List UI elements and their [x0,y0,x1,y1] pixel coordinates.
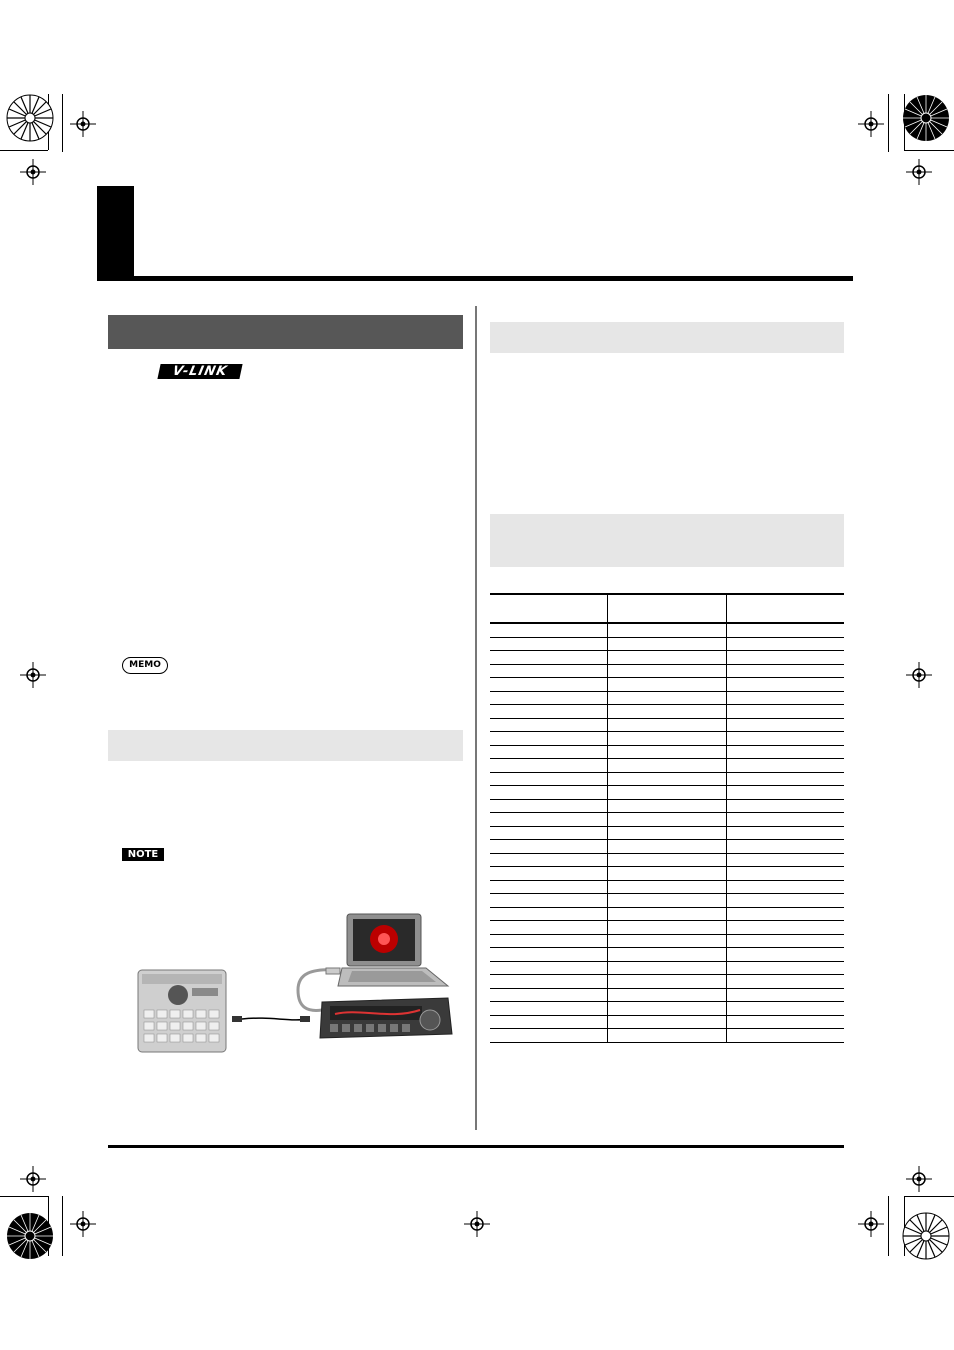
table-cell [490,948,608,961]
table-cell [727,732,844,745]
table-cell [608,732,726,745]
table-row [490,624,844,638]
table-row [490,759,844,773]
table-cell [490,921,608,934]
table-row [490,921,844,935]
table-row [490,1029,844,1043]
table-row [490,867,844,881]
table-header-row [490,593,844,624]
table-cell [490,678,608,691]
table-row [490,854,844,868]
registration-mark-icon [70,111,96,137]
table-cell [490,813,608,826]
midi-cable-icon [232,1016,310,1022]
table-cell [608,759,726,772]
table-cell [608,773,726,786]
table-cell [727,921,844,934]
table-row [490,732,844,746]
table-cell [490,1002,608,1015]
table-cell [608,975,726,988]
table-cell [490,651,608,664]
table-row [490,746,844,760]
table-cell [727,989,844,1002]
connection-diagram [130,912,460,1062]
table-cell [490,665,608,678]
table-row [490,840,844,854]
video-controller-icon [320,998,452,1038]
table-cell [727,948,844,961]
star-target-icon [4,1210,56,1262]
table-cell [727,705,844,718]
table-cell [490,759,608,772]
table-cell [608,1016,726,1029]
table-row [490,935,844,949]
registration-mark-icon [20,1166,46,1192]
registration-mark-icon [906,159,932,185]
table-cell [490,773,608,786]
table-cell [727,719,844,732]
table-cell [608,692,726,705]
table-cell [727,665,844,678]
table-row [490,1002,844,1016]
table-cell [727,827,844,840]
table-cell [490,840,608,853]
table-cell [727,786,844,799]
table-cell [490,624,608,637]
table-cell [490,705,608,718]
table-cell [608,962,726,975]
star-target-icon [900,1210,952,1262]
table-cell [608,800,726,813]
table-row [490,894,844,908]
table-cell [727,840,844,853]
table-cell [608,921,726,934]
chapter-rule [97,276,853,281]
table-cell [490,975,608,988]
table-cell [608,719,726,732]
table-cell [608,948,726,961]
table-cell [608,854,726,867]
table-cell [608,827,726,840]
table-cell [608,840,726,853]
table-body [490,624,844,1043]
chapter-tab [97,186,134,279]
table-cell [608,813,726,826]
table-row [490,786,844,800]
table-cell [490,692,608,705]
table-cell [608,894,726,907]
table-cell [727,651,844,664]
note-badge: NOTE [122,848,164,861]
table-cell [490,908,608,921]
star-target-icon [4,92,56,144]
table-header-cell [490,595,608,622]
table-cell [727,1002,844,1015]
table-cell [490,800,608,813]
table-row [490,813,844,827]
table-cell [727,692,844,705]
column-divider [475,306,477,1130]
table-cell [490,732,608,745]
table-cell [490,881,608,894]
table-cell [490,867,608,880]
table-cell [490,962,608,975]
table-cell [727,1016,844,1029]
table-cell [608,705,726,718]
table-cell [608,989,726,1002]
data-table [490,593,844,1043]
table-cell [490,854,608,867]
table-cell [490,719,608,732]
table-cell [727,962,844,975]
table-cell [608,638,726,651]
table-cell [490,746,608,759]
table-cell [727,854,844,867]
registration-mark-icon [906,1166,932,1192]
table-cell [727,813,844,826]
registration-mark-icon [70,1211,96,1237]
table-row [490,989,844,1003]
table-row [490,800,844,814]
registration-mark-icon [858,1211,884,1237]
table-cell [490,1016,608,1029]
registration-mark-icon [464,1211,490,1237]
table-cell [727,867,844,880]
table-row [490,908,844,922]
table-cell [727,881,844,894]
table-cell [727,800,844,813]
footer-rule [108,1145,844,1148]
table-cell [727,908,844,921]
table-cell [727,975,844,988]
table-cell [727,678,844,691]
table-cell [490,638,608,651]
table-cell [727,624,844,637]
subsection-heading-bar [108,730,463,761]
table-row [490,705,844,719]
table-cell [490,786,608,799]
table-cell [608,665,726,678]
table-row [490,651,844,665]
table-cell [608,786,726,799]
table-row [490,881,844,895]
table-cell [727,773,844,786]
table-row [490,719,844,733]
table-header-cell [727,595,844,622]
registration-mark-icon [20,662,46,688]
table-cell [490,989,608,1002]
registration-mark-icon [858,111,884,137]
star-target-icon [900,92,952,144]
table-cell [490,1029,608,1042]
table-cell [608,746,726,759]
sampler-device-icon [138,970,226,1052]
table-cell [608,678,726,691]
table-cell [727,1029,844,1042]
table-cell [608,881,726,894]
registration-mark-icon [906,662,932,688]
table-cell [490,894,608,907]
table-row [490,665,844,679]
registration-mark-icon [20,159,46,185]
table-cell [608,867,726,880]
memo-badge: MEMO [122,657,168,674]
v-link-logo: V-LINK [157,364,242,379]
subsection-heading-bar [490,514,844,567]
table-header-cell [608,595,726,622]
table-cell [608,908,726,921]
table-cell [608,624,726,637]
laptop-icon [338,914,448,986]
table-cell [727,638,844,651]
section-heading-bar [108,315,463,349]
table-row [490,962,844,976]
table-cell [608,1029,726,1042]
table-cell [727,935,844,948]
table-row [490,975,844,989]
table-cell [608,935,726,948]
table-cell [608,1002,726,1015]
table-cell [727,759,844,772]
table-row [490,692,844,706]
table-row [490,948,844,962]
table-cell [727,746,844,759]
subsection-heading-bar [490,322,844,353]
table-cell [608,651,726,664]
table-cell [727,894,844,907]
table-cell [490,935,608,948]
table-row [490,1016,844,1030]
table-row [490,827,844,841]
table-row [490,773,844,787]
table-row [490,638,844,652]
table-cell [490,827,608,840]
table-row [490,678,844,692]
